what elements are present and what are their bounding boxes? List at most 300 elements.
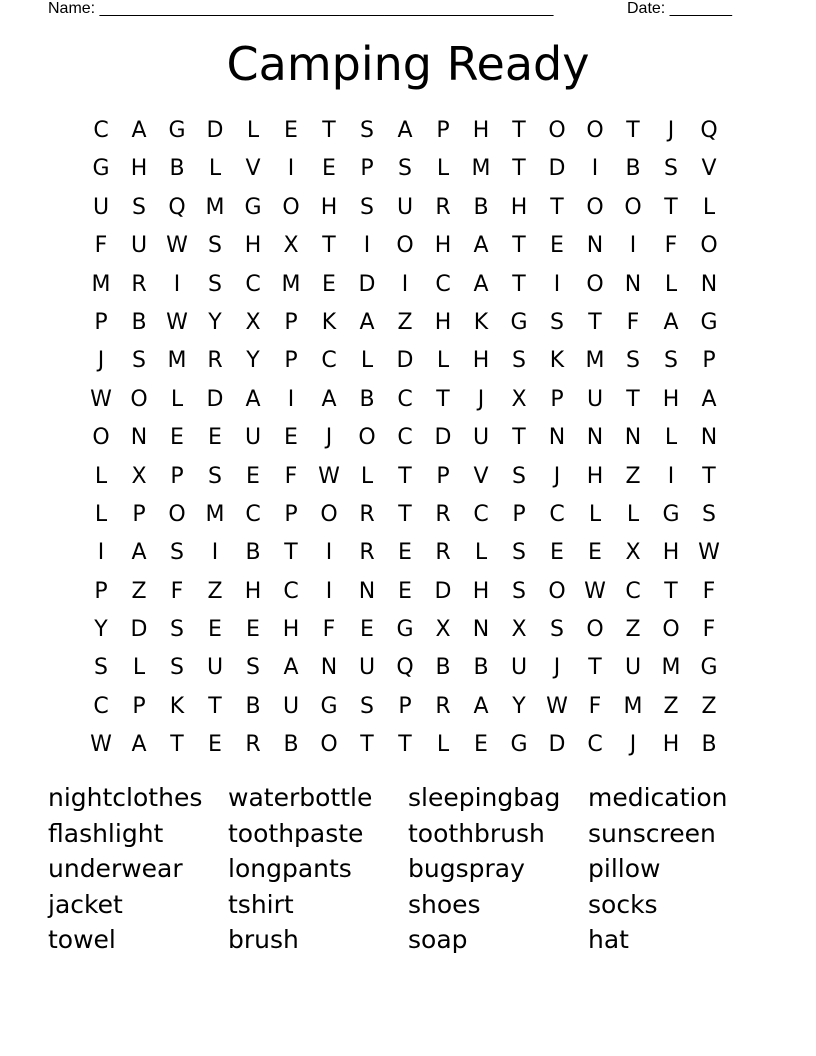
grid-letter: F [664, 233, 678, 259]
grid-letter: C [549, 501, 565, 527]
grid-row [82, 112, 728, 150]
grid-letter: J [629, 732, 637, 758]
grid-letter: O [92, 425, 110, 451]
grid-letter: D [130, 617, 148, 643]
grid-letter: H [662, 540, 680, 566]
grid-letter: T [512, 156, 526, 182]
grid-letter: A [131, 118, 147, 143]
grid-letter: E [398, 540, 412, 566]
grid-letter: F [322, 617, 336, 643]
grid-letter: H [282, 617, 300, 643]
grid-letter: E [474, 732, 488, 758]
grid-letter: Z [701, 693, 717, 719]
grid-letter: S [360, 118, 374, 143]
grid-letter: S [170, 540, 184, 566]
grid-letter: A [283, 655, 299, 681]
grid-letter: N [700, 425, 718, 451]
grid-letter: H [472, 118, 490, 143]
grid-letter: A [701, 386, 717, 412]
grid-letter: S [94, 655, 108, 681]
grid-letter: L [588, 501, 602, 527]
grid-letter: B [435, 655, 451, 681]
grid-letter: G [700, 309, 718, 335]
grid-letter: S [246, 655, 260, 681]
grid-letter: I [629, 233, 637, 259]
grid-letter: J [553, 463, 561, 489]
grid-letter: Y [512, 693, 526, 719]
grid-letter: S [132, 194, 146, 220]
grid-letter: B [131, 309, 147, 335]
grid-letter: P [702, 348, 716, 374]
word-bank-item: longpants [228, 854, 352, 883]
grid-letter: A [131, 732, 147, 758]
grid-letter: A [473, 271, 489, 297]
grid-letter: G [700, 655, 718, 681]
grid-letter: S [550, 309, 564, 335]
grid-letter: N [586, 233, 604, 259]
grid-letter: E [170, 425, 184, 451]
grid-letter: Q [396, 655, 414, 681]
grid-letter: T [550, 194, 564, 220]
grid-letter: P [170, 463, 184, 489]
grid-letter: A [359, 309, 375, 335]
grid-letter: E [360, 617, 374, 643]
grid-letter: M [585, 348, 605, 374]
grid-letter: W [90, 386, 112, 412]
grid-row [82, 496, 728, 534]
grid-row [82, 534, 728, 572]
grid-letter: N [358, 578, 376, 604]
grid-letter: T [398, 463, 412, 489]
grid-letter: X [435, 617, 451, 643]
grid-letter: P [512, 501, 526, 527]
grid-letter: I [287, 386, 295, 412]
grid-row [82, 381, 728, 419]
grid-letter: H [472, 578, 490, 604]
grid-letter: T [360, 732, 374, 758]
word-bank-item: hat [588, 925, 629, 954]
grid-letter: I [363, 233, 371, 259]
grid-letter: B [701, 732, 717, 758]
grid-letter: O [586, 194, 604, 220]
grid-letter: H [320, 194, 338, 220]
grid-letter: Z [663, 693, 679, 719]
grid-letter: J [667, 118, 675, 143]
grid-letter: L [208, 156, 222, 182]
grid-letter: S [170, 655, 184, 681]
grid-letter: O [130, 386, 148, 412]
grid-letter: Q [168, 194, 186, 220]
grid-letter: N [624, 271, 642, 297]
grid-letter: M [205, 501, 225, 527]
grid-letter: G [244, 194, 262, 220]
grid-letter: U [130, 233, 148, 259]
grid-letter: M [623, 693, 643, 719]
word-bank-item: soap [408, 925, 468, 954]
grid-row [82, 688, 728, 726]
grid-letter: S [208, 463, 222, 489]
grid-letter: R [435, 194, 451, 220]
grid-letter: P [550, 386, 564, 412]
grid-letter: B [473, 655, 489, 681]
grid-letter: D [206, 118, 224, 143]
grid-letter: O [320, 501, 338, 527]
grid-letter: C [283, 578, 299, 604]
grid-letter: F [94, 233, 108, 259]
letter-grid [82, 112, 728, 765]
grid-letter: N [624, 425, 642, 451]
grid-letter: A [321, 386, 337, 412]
grid-letter: O [282, 194, 300, 220]
grid-letter: O [358, 425, 376, 451]
grid-letter: T [626, 118, 640, 143]
grid-letter: C [473, 501, 489, 527]
grid-letter: O [320, 732, 338, 758]
grid-letter: E [208, 732, 222, 758]
grid-letter: J [477, 386, 485, 412]
grid-letter: L [702, 194, 716, 220]
grid-letter: C [93, 693, 109, 719]
grid-letter: U [510, 655, 528, 681]
grid-letter: Z [397, 309, 413, 335]
grid-letter: Z [625, 463, 641, 489]
grid-letter: M [91, 271, 111, 297]
grid-letter: D [548, 156, 566, 182]
grid-letter: S [664, 156, 678, 182]
grid-letter: T [626, 386, 640, 412]
grid-letter: H [130, 156, 148, 182]
grid-letter: Z [625, 617, 641, 643]
word-bank-item: shoes [408, 889, 481, 919]
grid-row [82, 304, 728, 342]
grid-letter: C [625, 578, 641, 604]
grid-letter: O [624, 194, 642, 220]
grid-letter: S [170, 617, 184, 643]
grid-letter: A [245, 386, 261, 412]
grid-letter: A [397, 118, 413, 143]
grid-letter: Z [131, 578, 147, 604]
grid-letter: Y [94, 617, 108, 643]
grid-letter: T [436, 386, 450, 412]
grid-letter: C [587, 732, 603, 758]
grid-letter: M [205, 194, 225, 220]
grid-letter: E [322, 156, 336, 182]
grid-letter: O [700, 233, 718, 259]
grid-letter: S [512, 578, 526, 604]
grid-letter: B [473, 194, 489, 220]
grid-letter: O [662, 617, 680, 643]
grid-letter: L [132, 655, 146, 681]
grid-letter: T [512, 233, 526, 259]
word-bank-item: pillow [588, 854, 661, 883]
grid-letter: L [664, 271, 678, 297]
grid-letter: X [511, 617, 527, 643]
grid-letter: U [206, 655, 224, 681]
grid-letter: D [396, 348, 414, 374]
grid-letter: S [512, 348, 526, 374]
grid-letter: L [360, 348, 374, 374]
grid-row [82, 458, 728, 496]
grid-letter: M [471, 156, 491, 182]
word-bank-item: toothbrush [408, 818, 545, 848]
word-bank-item: nightclothes [48, 783, 203, 812]
grid-letter: T [588, 655, 602, 681]
grid-letter: A [131, 540, 147, 566]
grid-letter: K [549, 348, 565, 374]
grid-row [82, 419, 728, 457]
grid-letter: W [546, 693, 568, 719]
grid-letter: B [359, 386, 375, 412]
grid-letter: H [662, 732, 680, 758]
grid-letter: T [208, 693, 222, 719]
grid-letter: O [586, 118, 604, 143]
grid-letter: B [169, 156, 185, 182]
grid-letter: N [586, 425, 604, 451]
grid-letter: F [170, 578, 184, 604]
grid-letter: S [360, 693, 374, 719]
grid-letter: P [398, 693, 412, 719]
date-label: Date: _______ [627, 0, 732, 17]
grid-letter: E [246, 463, 260, 489]
grid-letter: B [245, 693, 261, 719]
grid-letter: P [284, 348, 298, 374]
grid-letter: S [360, 194, 374, 220]
grid-letter: E [322, 271, 336, 297]
grid-letter: B [625, 156, 641, 182]
grid-letter: T [588, 309, 602, 335]
grid-letter: U [624, 655, 642, 681]
word-bank-item: sleepingbag [408, 783, 561, 812]
grid-letter: G [510, 309, 528, 335]
grid-letter: O [586, 617, 604, 643]
grid-letter: T [398, 732, 412, 758]
grid-letter: I [211, 540, 219, 566]
grid-row [82, 726, 728, 764]
grid-letter: M [661, 655, 681, 681]
grid-letter: R [359, 540, 375, 566]
grid-letter: F [588, 693, 602, 719]
grid-letter: L [360, 463, 374, 489]
grid-letter: X [625, 540, 641, 566]
grid-letter: S [512, 463, 526, 489]
grid-letter: V [701, 156, 717, 182]
grid-letter: L [94, 501, 108, 527]
grid-letter: P [284, 309, 298, 335]
grid-letter: B [283, 732, 299, 758]
grid-letter: G [396, 617, 414, 643]
grid-letter: R [245, 732, 261, 758]
grid-letter: K [473, 309, 489, 335]
grid-letter: O [548, 578, 566, 604]
grid-letter: U [92, 194, 110, 220]
word-bank-item: socks [588, 889, 658, 919]
grid-letter: S [702, 501, 716, 527]
grid-letter: O [168, 501, 186, 527]
grid-letter: N [472, 617, 490, 643]
grid-letter: I [287, 156, 295, 182]
grid-letter: T [512, 118, 526, 143]
grid-letter: G [320, 693, 338, 719]
grid-letter: T [664, 578, 678, 604]
grid-letter: R [131, 271, 147, 297]
grid-letter: X [511, 386, 527, 412]
word-bank-item: toothpaste [228, 818, 364, 848]
grid-letter: K [321, 309, 337, 335]
grid-letter: R [359, 501, 375, 527]
grid-letter: H [472, 348, 490, 374]
word-bank-item: underwear [48, 854, 183, 883]
grid-row [82, 150, 728, 188]
grid-letter: I [401, 271, 409, 297]
grid-letter: W [698, 540, 720, 566]
grid-letter: T [512, 271, 526, 297]
grid-letter: C [397, 425, 413, 451]
grid-letter: S [132, 348, 146, 374]
grid-row [82, 611, 728, 649]
grid-letter: A [473, 233, 489, 259]
grid-letter: G [92, 156, 110, 182]
grid-letter: E [284, 118, 298, 143]
grid-letter: C [435, 271, 451, 297]
grid-letter: U [472, 425, 490, 451]
grid-letter: V [245, 156, 261, 182]
grid-letter: P [94, 309, 108, 335]
grid-letter: P [360, 156, 374, 182]
page-title: Camping Ready [226, 37, 590, 91]
grid-letter: E [550, 540, 564, 566]
grid-letter: U [358, 655, 376, 681]
grid-letter: W [318, 463, 340, 489]
name-label: Name: ___________________________________________________ [48, 0, 554, 17]
grid-letter: D [434, 578, 452, 604]
grid-letter: I [173, 271, 181, 297]
grid-letter: L [170, 386, 184, 412]
grid-letter: R [435, 693, 451, 719]
grid-letter: H [244, 578, 262, 604]
grid-letter: P [94, 578, 108, 604]
grid-letter: D [434, 425, 452, 451]
word-bank-item: bugspray [408, 854, 525, 883]
grid-letter: S [664, 348, 678, 374]
grid-letter: M [167, 348, 187, 374]
grid-row [82, 266, 728, 304]
grid-row [82, 342, 728, 380]
grid-row [82, 227, 728, 265]
grid-letter: D [548, 732, 566, 758]
grid-letter: G [168, 118, 186, 143]
grid-letter: I [97, 540, 105, 566]
grid-letter: B [245, 540, 261, 566]
grid-letter: U [586, 386, 604, 412]
grid-row [82, 189, 728, 227]
grid-letter: F [626, 309, 640, 335]
word-bank-item: tshirt [228, 889, 294, 919]
word-bank-item: jacket [48, 889, 123, 919]
grid-letter: H [662, 386, 680, 412]
grid-letter: A [663, 309, 679, 335]
grid-letter: P [436, 463, 450, 489]
grid-letter: E [550, 233, 564, 259]
grid-letter: H [434, 233, 452, 259]
grid-letter: O [396, 233, 414, 259]
grid-letter: I [591, 156, 599, 182]
grid-letter: F [702, 617, 716, 643]
grid-letter: E [208, 425, 222, 451]
grid-letter: S [208, 271, 222, 297]
grid-letter: W [166, 309, 188, 335]
grid-letter: W [90, 732, 112, 758]
grid-letter: I [325, 540, 333, 566]
grid-letter: P [132, 693, 146, 719]
grid-letter: L [436, 348, 450, 374]
grid-letter: N [548, 425, 566, 451]
grid-letter: I [667, 463, 675, 489]
grid-letter: W [166, 233, 188, 259]
grid-letter: H [586, 463, 604, 489]
grid-letter: D [358, 271, 376, 297]
grid-letter: L [94, 463, 108, 489]
word-bank-item: towel [48, 925, 116, 954]
grid-letter: P [284, 501, 298, 527]
grid-letter: T [398, 501, 412, 527]
grid-letter: L [436, 732, 450, 758]
grid-letter: L [436, 156, 450, 182]
grid-letter: N [700, 271, 718, 297]
grid-letter: A [473, 693, 489, 719]
grid-letter: S [550, 617, 564, 643]
grid-letter: W [584, 578, 606, 604]
grid-letter: P [132, 501, 146, 527]
grid-letter: H [434, 309, 452, 335]
grid-letter: T [170, 732, 184, 758]
grid-letter: J [553, 655, 561, 681]
grid-letter: X [283, 233, 299, 259]
grid-letter: I [553, 271, 561, 297]
grid-letter: M [281, 271, 301, 297]
grid-letter: R [435, 501, 451, 527]
grid-letter: F [702, 578, 716, 604]
grid-letter: S [208, 233, 222, 259]
grid-letter: Z [207, 578, 223, 604]
grid-letter: L [246, 118, 260, 143]
grid-letter: J [325, 425, 333, 451]
grid-letter: T [284, 540, 298, 566]
grid-letter: F [284, 463, 298, 489]
grid-letter: D [206, 386, 224, 412]
grid-letter: Y [208, 309, 222, 335]
grid-letter: U [282, 693, 300, 719]
grid-letter: T [322, 118, 336, 143]
word-bank [48, 780, 768, 958]
grid-letter: C [245, 501, 261, 527]
grid-letter: S [398, 156, 412, 182]
grid-letter: R [435, 540, 451, 566]
word-bank-item: brush [228, 925, 299, 954]
grid-letter: J [97, 348, 105, 374]
grid-letter: E [284, 425, 298, 451]
grid-letter: L [474, 540, 488, 566]
grid-letter: T [322, 233, 336, 259]
grid-letter: T [512, 425, 526, 451]
grid-letter: C [93, 118, 109, 143]
grid-letter: K [169, 693, 185, 719]
grid-letter: U [396, 194, 414, 220]
word-bank-item: sunscreen [588, 818, 716, 848]
grid-letter: E [208, 617, 222, 643]
grid-letter: I [325, 578, 333, 604]
word-bank-item: flashlight [48, 818, 164, 848]
grid-letter: E [398, 578, 412, 604]
